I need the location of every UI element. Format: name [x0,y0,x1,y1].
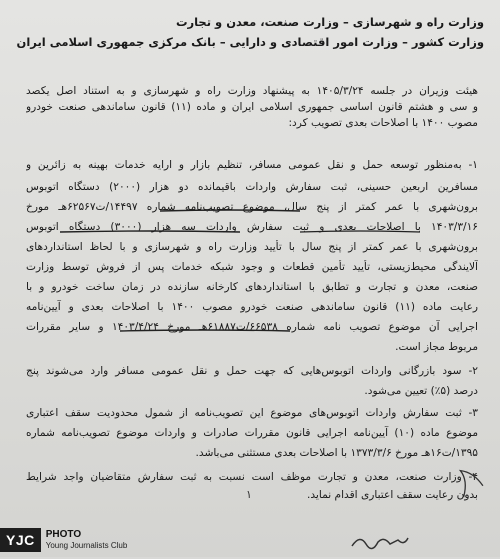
yjc-watermark [0,526,150,554]
clause-1-line: رعایت ماده (۱۱) قانون ساماندهی صنعت خودرو مصوب ۱۴۰۰ با اصلاحات بعدی و آیین‌نامه [26,301,478,313]
yjc-logo: YJC [0,528,41,552]
watermark-subtitle: Young Journalists Club [45,541,128,550]
intro-line: و سی و هشتم قانون اساسی جمهوری اسلامی ایران و ماده (۱۱) قانون ساماندهی صنعت خودرو [26,101,478,113]
intro-line: مصوب ۱۴۰۰ با اصلاحات بعدی تصویب کرد: [288,117,478,129]
clause-1-line: ۱- به‌منظور توسعه حمل و نقل عمومی مسافر، تنظیم بازار و ارایه خدمات بهینه به زائرین و [26,159,478,171]
clause-3-line: ۱۳۹۵/ت۱۶هـ مورخ ۱۳۷۳/۳/۶ با اصلاحات بعدی مستثنی می‌باشد. [195,447,478,459]
clause-2-line: ۲- سود بازرگانی واردات اتوبوس‌هایی که جهت حمل و نقل عمومی مسافر وارد می‌شوند پنج [26,365,478,377]
watermark-photo-label: PHOTO [45,529,82,540]
clause-1-line: ۱۴۰۳/۳/۱۶ با اصلاحات بعدی و ثبت سفارش واردات سه هزار (۳۰۰۰) دستگاه اتوبوس [26,221,478,233]
clause-1-line: برون‌شهری با عمر کمتر از پنج سال با تأیید وزارت راه و شهرسازی و با لحاظ استانداردهای [26,241,478,253]
clause-1-line: اجرایی آن موضوع تصویب نامه شماره ۶۶۵۳۸/ت۶۱۸۸۷هـ مورخ ۱۴۰۳/۴/۲۴ و سایر مقررات [26,321,478,333]
clause-1-line: مربوط مجاز است. [395,341,478,353]
header-line-2: وزارت کشور – وزارت امور اقتصادی و دارایی – بانک مرکزی جمهوری اسلامی ایران [16,35,484,49]
watermark-text [46,529,128,551]
clause-1-line: صنعت، معدن و تجارت و تطابق با استانداردهای کارخانه سازنده در زمان ساخت خودرو و با [26,281,478,293]
intro-line: هیئت وزیران در جلسه ۱۴۰۵/۳/۲۴ به پیشنهاد وزارت راه و شهرسازی و به استناد اصل یکصد [26,85,478,97]
clause-3-line: ۳- ثبت سفارش واردات اتوبوس‌های موضوع این تصویب‌نامه از شمول محدودیت سقف اعتباری [26,407,478,419]
header-line-1: وزارت راه و شهرسازی – وزارت صنعت، معدن و تجارت [175,15,484,29]
clause-3-line: موضوع ماده (۱۰) آیین‌نامه اجرایی قانون مقررات صادرات و واردات موضوع تصویب‌نامه شماره [26,427,478,439]
clause-4-line: ۴- وزارت صنعت، معدن و تجارت موظف است نسبت به ثبت سفارش متقاضیان واجد شرایط [26,471,478,483]
clause-1-line: مسافرین اربعین حسینی، ثبت سفارش واردات باقیمانده دو هزار (۲۰۰۰) دستگاه اتوبوس [26,181,478,193]
clause-1-line: برون‌شهری با عمر کمتر از پنج سال، موضوع تصویب‌نامه شماره ۱۴۴۹۷/ت۶۲۵۶۷هـ مورخ [26,201,478,213]
clause-4-line: بدون رعایت سقف اعتباری اقدام نماید. [306,489,478,501]
clause-2-line: درصد (۵٪) تعیین می‌شود. [364,385,478,397]
page-number: ۱ [246,488,252,501]
signature [350,530,410,559]
clause-1-line: آلایندگی محیط‌زیستی، تأیید تأمین قطعات و وجود شبکه خدمات پس از فروش توسط وزارت [26,261,478,273]
